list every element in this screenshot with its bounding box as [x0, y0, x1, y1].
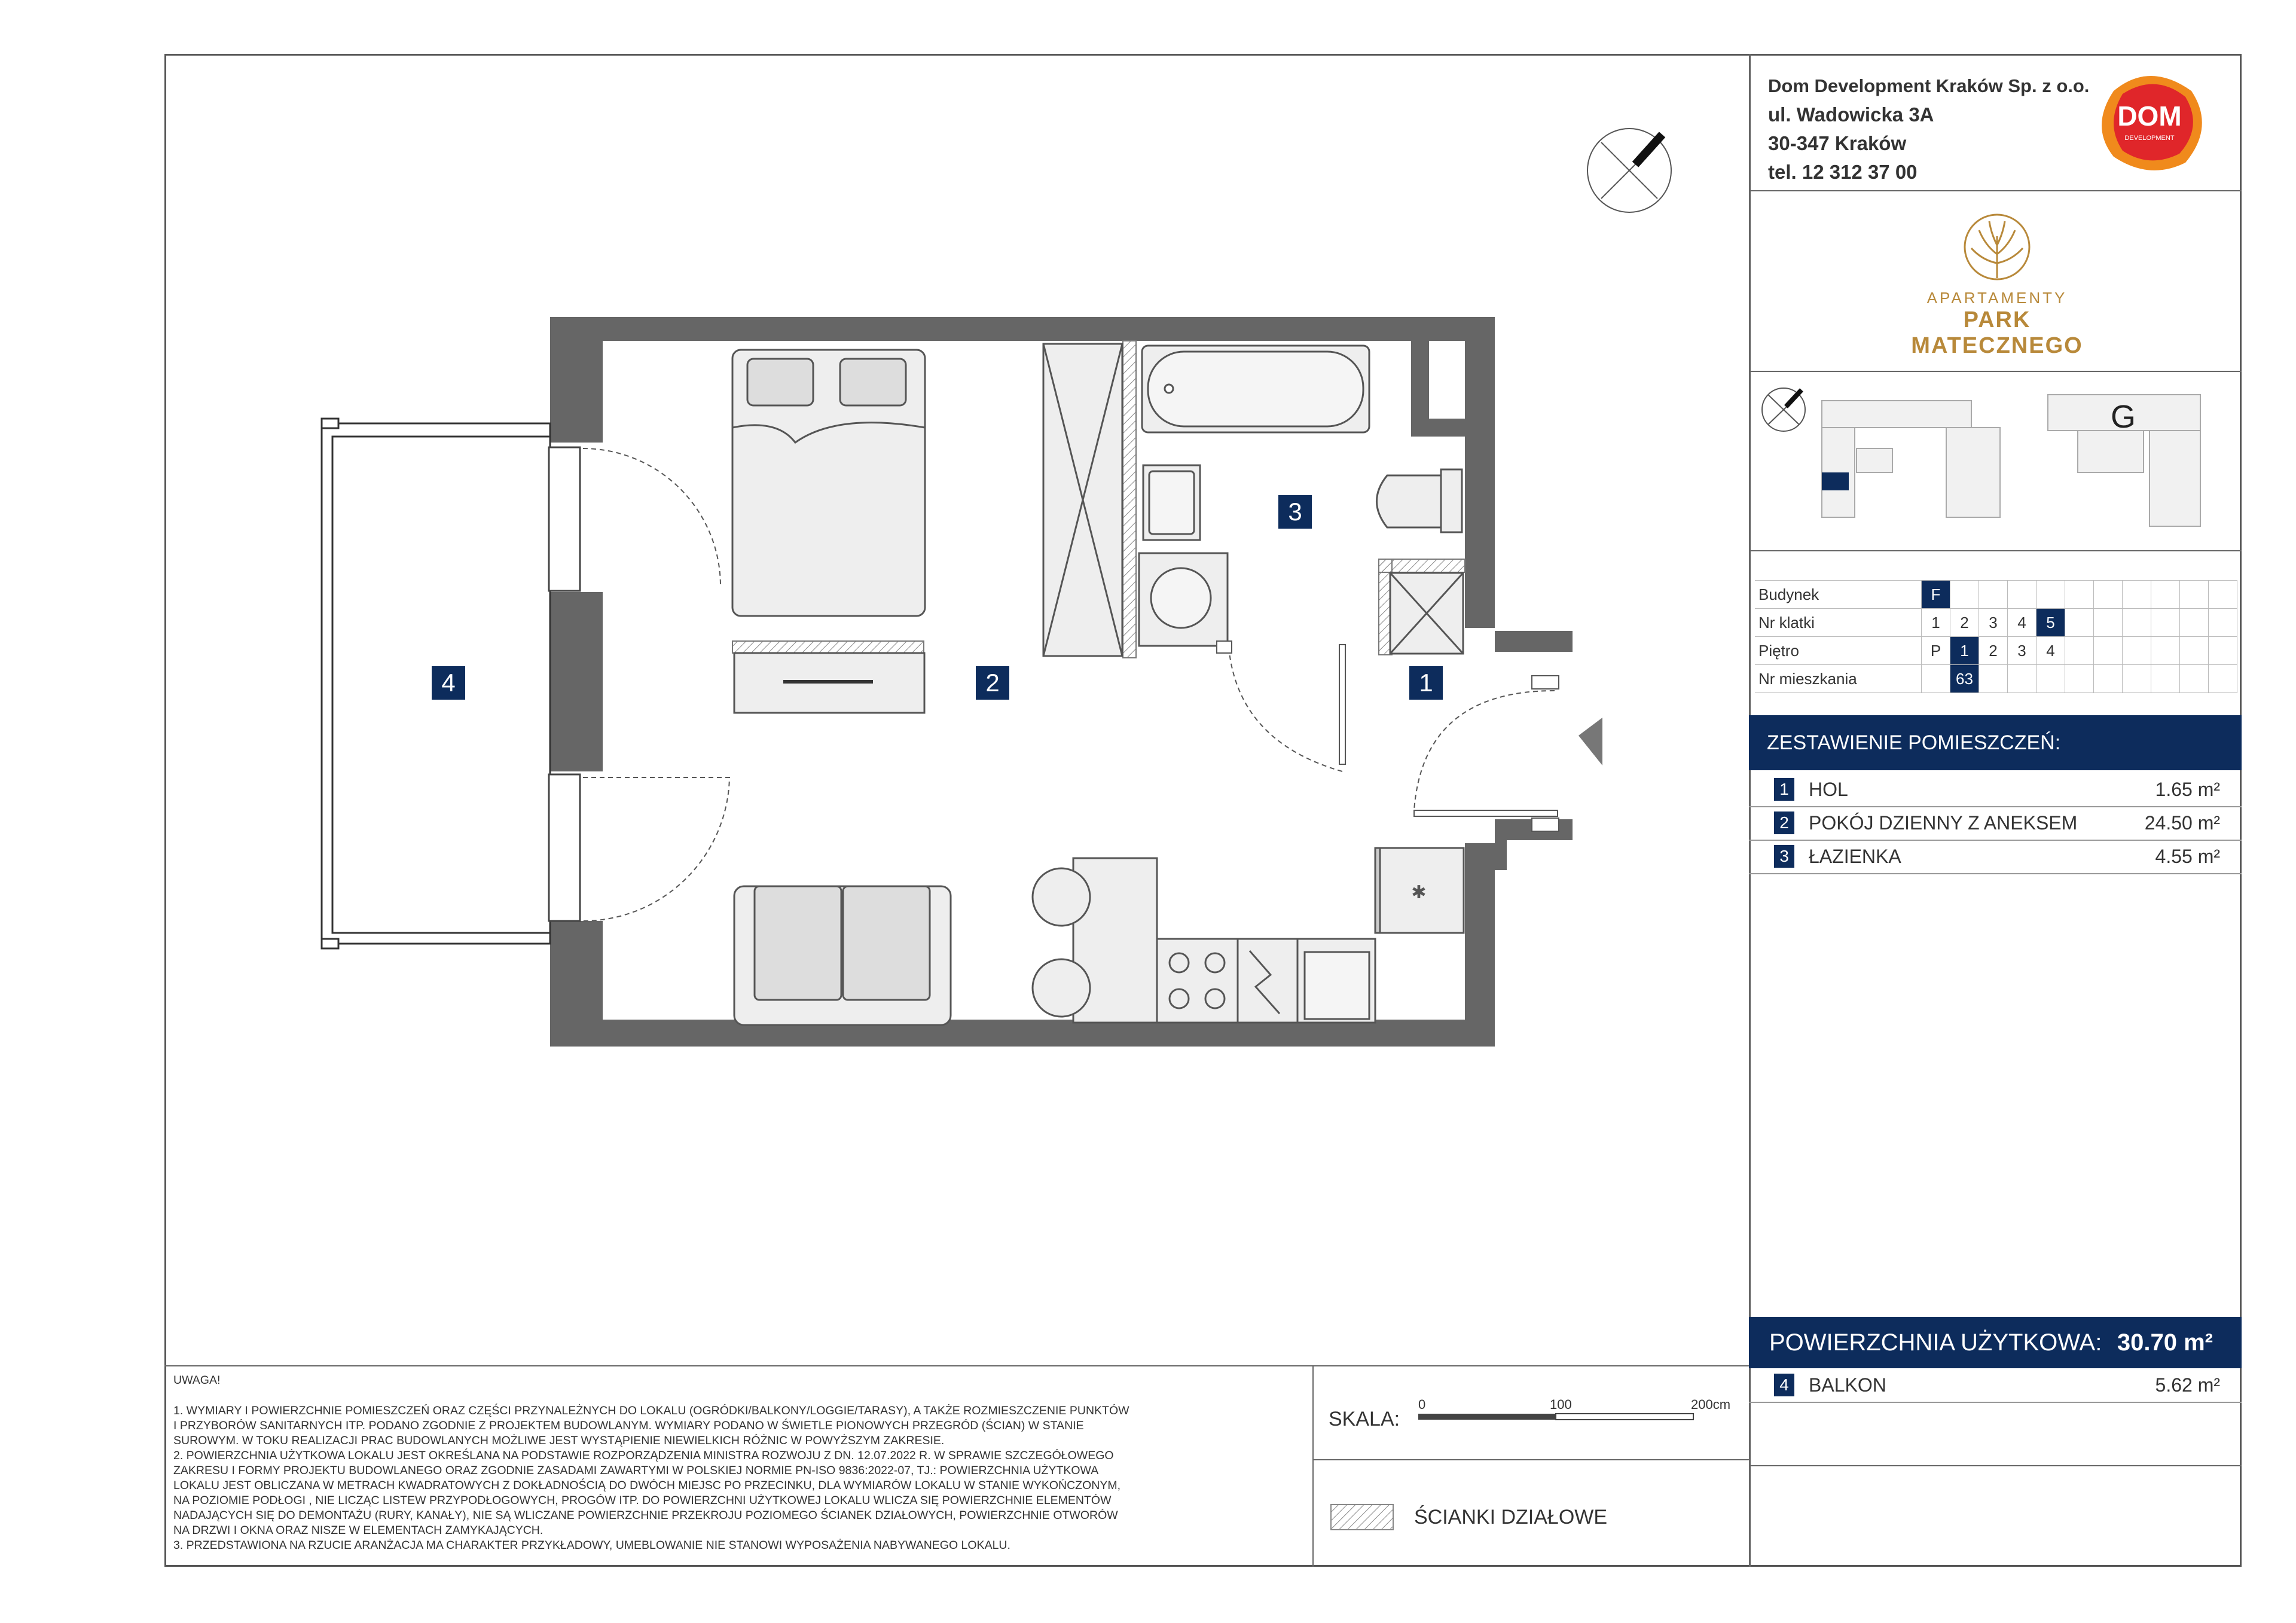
room-num: 3 — [1774, 845, 1794, 868]
meta-cell — [2037, 581, 2065, 609]
meta-cell: 2 — [1979, 637, 2008, 665]
meta-cell — [2065, 581, 2094, 609]
legend-label: ŚCIANKI DZIAŁOWE — [1414, 1506, 1608, 1529]
hatch-legend-icon — [1330, 1504, 1394, 1530]
room-name: ŁAZIENKA — [1809, 845, 1901, 867]
meta-cell — [2123, 609, 2151, 637]
logo-text-dom: DOM — [2117, 100, 2182, 132]
north-compass-icon — [1578, 114, 1686, 221]
note-line: 3. PRZEDSTAWIONA NA RZUCIE ARANŻACJA MA CHARAKTER PRZYKŁADOWY, UMEBLOWANIE NIE STANOWI WYPOSAŻENIA NABYWANEGO LOKALU. — [173, 1539, 1010, 1552]
meta-row — [1755, 609, 2237, 637]
note-line: ZAKRESU I FORMY PROJEKTU BUDOWLANEGO ORAZ ZGODNIE ZASADAMI ZAWARTYMI W POLSKIEJ NORMIE PN-ISO 9836:2022-07, TJ.: POWIERZCHNIA UŻYTKOWA — [173, 1464, 1099, 1477]
room-name: POKÓJ DZIENNY Z ANEKSEM — [1809, 812, 2078, 834]
meta-cell — [2209, 581, 2237, 609]
meta-cell: 63 — [1950, 665, 1979, 693]
meta-cell — [2151, 637, 2180, 665]
toilet — [1377, 469, 1463, 532]
extra-row — [1749, 1368, 2242, 1403]
scale-tick-0: 0 — [1418, 1397, 1426, 1412]
room-num: 1 — [1774, 778, 1794, 801]
shower — [1390, 573, 1463, 654]
company-phone: tel. 12 312 37 00 — [1768, 161, 1918, 183]
meta-cell — [1950, 581, 1979, 609]
meta-cell: 4 — [2037, 637, 2065, 665]
note-line: 2. POWIERZCHNIA UŻYTKOWA LOKALU JEST OKREŚLANA NA PODSTAWIE ROZPORZĄDZENIA MINISTRA ROZWOJU Z DN. 12.07.2022 R. W SPRAWIE SZCZEGÓŁOWEGO — [173, 1449, 1114, 1462]
meta-cell: 3 — [2008, 637, 2037, 665]
meta-cell — [2094, 665, 2123, 693]
meta-row-label: Piętro — [1755, 637, 1922, 665]
meta-cell — [2209, 609, 2237, 637]
site-buildings — [1822, 395, 2200, 526]
scale-legend-divider — [1312, 1459, 1749, 1460]
note-line: 1. WYMIARY I POWIERZCHNIE POMIESZCZEŃ ORAZ CZĘŚCI PRZYNALEŻNYCH DO LOKALU (OGRÓDKI/BALKONY/LOGGIE/TARASY), A TAKŻE ROZMIESZCZENIE PUNKTÓW — [173, 1404, 1129, 1417]
extra-name: BALKON — [1809, 1374, 1886, 1396]
site-apartment-marker — [1822, 472, 1849, 490]
meta-cell — [2065, 637, 2094, 665]
meta-cell — [2008, 665, 2037, 693]
scale-tick-100: 100 — [1550, 1397, 1572, 1412]
meta-cell — [1979, 581, 2008, 609]
meta-cell — [2180, 665, 2209, 693]
note-line: LOKALU JEST OBLICZANA W METRACH KWADRATOWYCH Z DOKŁADNOŚCIĄ DO DWÓCH MIEJSC PO PRZECINKU, DLA WYMIARÓW LOKALU W STANIE WYKOŃCZONYM, — [173, 1479, 1121, 1492]
bathroom-sink — [1143, 465, 1200, 540]
room-num: 2 — [1774, 812, 1794, 834]
washing-machine — [1139, 553, 1228, 646]
project-logo — [1883, 212, 2111, 358]
meta-cell — [2209, 637, 2237, 665]
meta-cell — [2123, 665, 2151, 693]
note-line: SUROWYM. W TOKU REALIZACJI PRAC BUDOWLANYCH MOŻLIWE JEST WYSTĄPIENIE NIEWIELKICH RÓŻNIC W POWYŻSZYM ZAKRESIE. — [173, 1434, 945, 1447]
room-tag-3: 3 — [1278, 495, 1312, 529]
company-street: ul. Wadowicka 3A — [1768, 103, 1934, 126]
logo-text-development: DEVELOPMENT — [2124, 135, 2175, 142]
site-building-label: G — [2111, 399, 2136, 435]
scale-divider — [1312, 1365, 1314, 1567]
dom-development-logo — [2090, 67, 2209, 175]
meta-cell — [2094, 581, 2123, 609]
rooms-header: ZESTAWIENIE POMIESZCZEŃ: — [1749, 715, 2242, 770]
meta-cell: 2 — [1950, 609, 1979, 637]
room-tag-4: 4 — [432, 666, 465, 700]
meta-cell — [2151, 665, 2180, 693]
meta-cell — [2151, 609, 2180, 637]
company-city: 30-347 Kraków — [1768, 132, 1907, 154]
total-label: POWIERZCHNIA UŻYTKOWA: — [1769, 1329, 2102, 1356]
meta-cell — [2037, 665, 2065, 693]
svg-text:✱: ✱ — [1411, 883, 1427, 902]
wardrobe — [1043, 344, 1122, 656]
room-area: 1.65 m² — [2155, 778, 2220, 800]
meta-cell: 1 — [1922, 609, 1950, 637]
site-plan — [1755, 377, 2233, 544]
meta-cell: P — [1922, 637, 1950, 665]
meta-cell — [2008, 581, 2037, 609]
project-title-line2: PARK MATECZNEGO — [1911, 307, 2083, 358]
meta-cell: 3 — [1979, 609, 2008, 637]
total-area-bar — [1749, 1317, 2242, 1368]
meta-cell — [2123, 637, 2151, 665]
room-row — [1749, 840, 2242, 874]
room-area: 24.50 m² — [2144, 812, 2220, 834]
meta-cell — [2180, 637, 2209, 665]
company-info — [1768, 72, 2089, 187]
scale-bar — [1411, 1393, 1746, 1435]
meta-cell: 5 — [2037, 609, 2065, 637]
meta-cell — [2180, 609, 2209, 637]
total-value: 30.70 m² — [2117, 1329, 2213, 1356]
meta-cell: 1 — [1950, 637, 1979, 665]
company-divider — [1749, 190, 2242, 191]
meta-cell — [2180, 581, 2209, 609]
room-row — [1749, 806, 2242, 841]
room-name: HOL — [1809, 778, 1848, 800]
meta-cell — [1922, 665, 1950, 693]
apartment-meta-table — [1755, 580, 2237, 693]
extra-area: 5.62 m² — [2155, 1374, 2220, 1396]
company-name: Dom Development Kraków Sp. z o.o. — [1768, 75, 2090, 96]
room-row — [1749, 773, 2242, 807]
meta-row — [1755, 665, 2237, 693]
meta-cell — [2065, 665, 2094, 693]
bathtub — [1142, 346, 1369, 432]
project-title-line1: APARTAMENTY — [1926, 289, 2068, 307]
tree-icon — [1958, 212, 2036, 284]
extra-num: 4 — [1774, 1374, 1794, 1396]
meta-cell — [2065, 609, 2094, 637]
meta-row-label: Nr klatki — [1755, 609, 1922, 637]
meta-cell: F — [1922, 581, 1950, 609]
meta-cell: 4 — [2008, 609, 2037, 637]
bed — [732, 350, 925, 616]
site-compass-icon — [1762, 388, 1805, 431]
scale-tick-200: 200cm — [1691, 1397, 1731, 1412]
notes-divider — [164, 1365, 1749, 1366]
note-line: NA POZIOMIE PODŁOGI , NIE LICZĄC LISTEW PRZYPODŁOGOWYCH, PROGÓW ITP. DO POWIERZCHNI UŻYTKOWEJ LOKALU WLICZA SIĘ POWIERZCHNIE ELEMENTÓW — [173, 1494, 1112, 1507]
extra-divider — [1749, 1465, 2242, 1466]
siteplan-divider — [1749, 550, 2242, 551]
meta-row-label: Budynek — [1755, 581, 1922, 609]
note-line: NA DRZWI I OKNA ORAZ NISZE W ELEMENTACH ZAMYKAJĄCYCH. — [173, 1524, 544, 1537]
meta-row — [1755, 581, 2237, 609]
notes-title: UWAGA! — [173, 1374, 221, 1387]
room-tag-2: 2 — [976, 666, 1009, 700]
meta-row — [1755, 637, 2237, 665]
project-divider — [1749, 371, 2242, 372]
kitchen — [1033, 858, 1375, 1023]
note-line: NADAJĄCYCH SIĘ DO DEMONTAŻU (RURY, KANAŁY), NIE SĄ WLICZANE POWIERZCHNIE PRZEKROJU POZIOMEGO ŚCIANEK DZIAŁOWYCH, POWIERZCHNIE OTWORÓW — [173, 1509, 1118, 1522]
entrance-arrow-icon — [1578, 718, 1602, 765]
meta-cell — [2209, 665, 2237, 693]
meta-cell — [2094, 637, 2123, 665]
meta-cell — [1979, 665, 2008, 693]
meta-cell — [2123, 581, 2151, 609]
sofa — [734, 886, 951, 1025]
meta-cell — [2094, 609, 2123, 637]
room-area: 4.55 m² — [2155, 845, 2220, 867]
room-tag-1: 1 — [1409, 666, 1443, 700]
meta-cell — [2151, 581, 2180, 609]
note-line: I PRZYBORÓW SANITARNYCH ITP. PODANO ZGODNIE Z PROJEKTEM BUDOWLANYM. WYMIARY PODANO W ŚWIETLE PIONOWYCH PRZEGRÓD (ŚCIAN) W STANIE — [173, 1419, 1084, 1432]
scale-label: SKALA: — [1329, 1408, 1400, 1430]
meta-row-label: Nr mieszkania — [1755, 665, 1922, 693]
notes — [173, 1373, 1286, 1553]
